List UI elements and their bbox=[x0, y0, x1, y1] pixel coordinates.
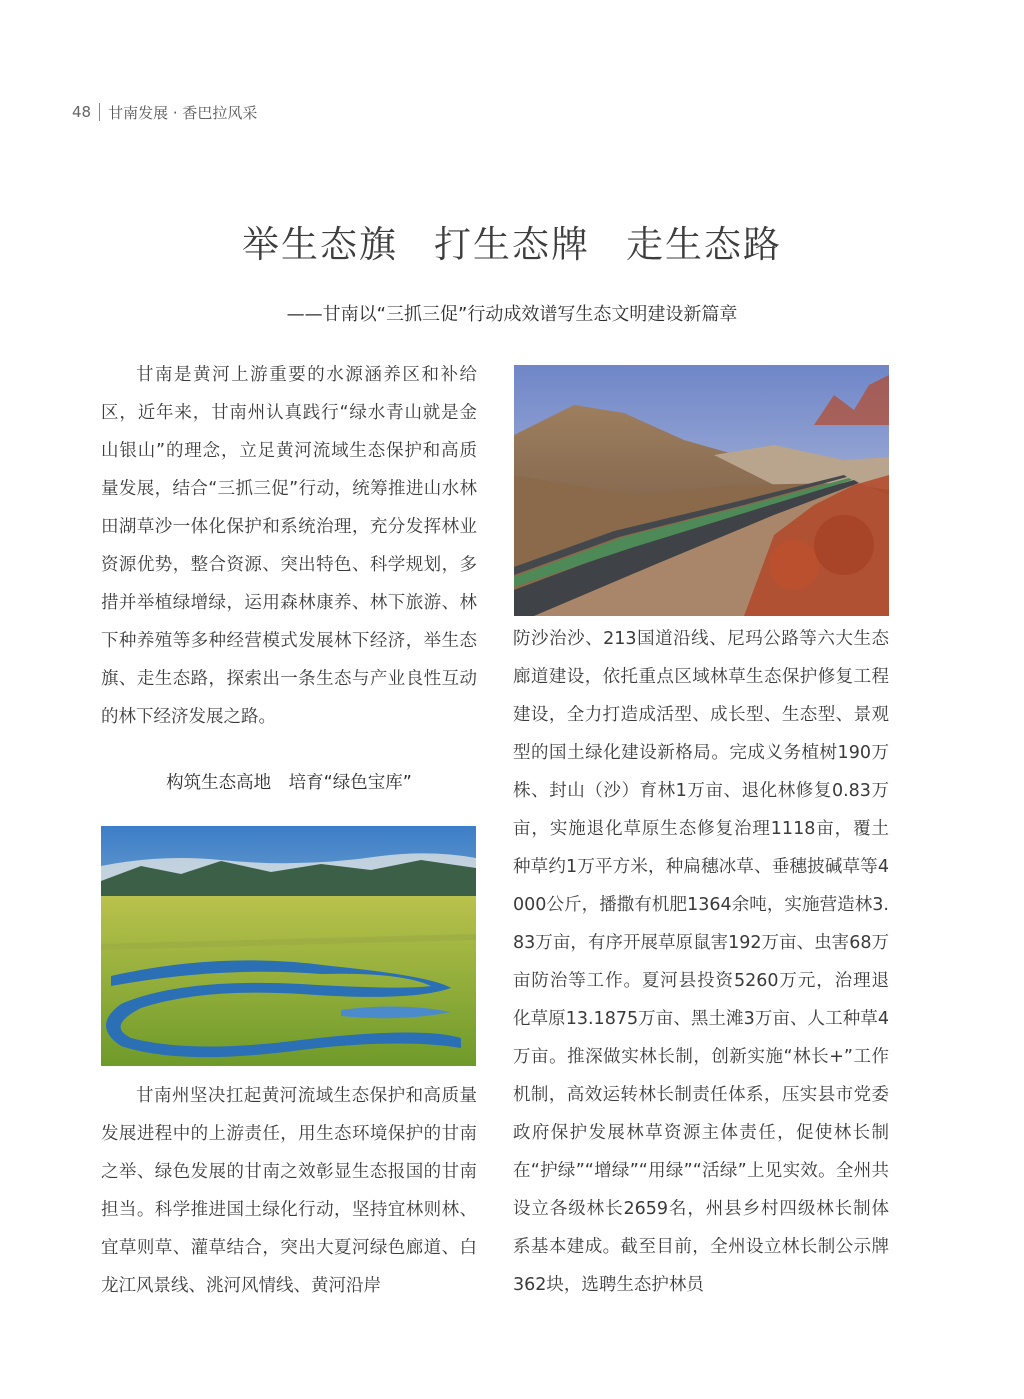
intro-paragraph: 甘南是黄河上游重要的水源涵养区和补给区，近年来，甘南州认真践行“绿水青山就是金山银山”的理念，立足黄河流域生态保护和高质量发展，结合“三抓三促”行动，统筹推进山水林田湖草沙一体化保护和系统治理，充分发挥林业资源优势，整合资源、突出特色、科学规划，多措并举植绿增绿，运用森林康养、林下旅游、林下种养殖等多种经营模式发展林下经济，举生态旗、走生态路，探索出一条生态与产业良性互动的林下经济发展之路。 bbox=[101, 365, 477, 727]
body-paragraph-left: 甘南州坚决扛起黄河流域生态保护和高质量发展进程中的上游责任，用生态环境保护的甘南之举、绿色发展的甘南之效彰显生态报国的甘南担当。科学推进国土绿化行动，坚持宜林则林、宜草则草、灌草结合，突出大夏河绿色廊道、白龙江风景线、洮河风情线、黄河沿岸 bbox=[101, 1086, 477, 1296]
article-subtitle: ——甘南以“三抓三促”行动成效谱写生态文明建设新篇章 bbox=[286, 304, 738, 325]
section-heading: 构筑生态高地 培育“绿色宝库” bbox=[166, 773, 412, 793]
body-paragraph-right: 防沙治沙、213国道沿线、尼玛公路等六大生态廊道建设，依托重点区域林草生态保护修复工程建设，全力打造成活型、成长型、生态型、景观型的国土绿化建设新格局。完成义务植树190万株、封山（沙）育林1万亩、退化林修复0.83万亩，实施退化草原生态修复治理1118亩，覆土种草约1万平方米，种扁穗冰草、垂穗披碱草等4000公斤，播撒有机肥1364余吨，实施营造林3.83万亩，有序开展草原鼠害192万亩、虫害68万亩防治等工作。夏河县投资5260万元，治理退化草原13.1875万亩、黑土滩3万亩、人工种草4万亩。推深做实林长制，创新实施“林长+”工作机制，高效运转林长制责任体系，压实县市党委政府保护发展林草资源主体责任，促使林长制在“护绿”“增绿”“用绿”“活绿”上见实效。全州共设立各级林长2659名，州县乡村四级林长制体系基本建成。截至目前，全州设立林长制公示牌362块，选聘生态护林员 bbox=[513, 629, 889, 1295]
highway-photo bbox=[514, 365, 889, 616]
page-header bbox=[72, 101, 257, 123]
page-number: 48 bbox=[72, 103, 92, 121]
article-title bbox=[0, 214, 1024, 268]
title-part: 举生态旗 bbox=[242, 223, 398, 266]
section-name: 甘南发展 · 香巴拉风采 bbox=[108, 103, 258, 122]
meadow-photo bbox=[101, 826, 476, 1066]
title-part: 走生态路 bbox=[626, 223, 782, 266]
header-divider bbox=[99, 103, 100, 121]
title-part: 打生态牌 bbox=[434, 223, 590, 266]
